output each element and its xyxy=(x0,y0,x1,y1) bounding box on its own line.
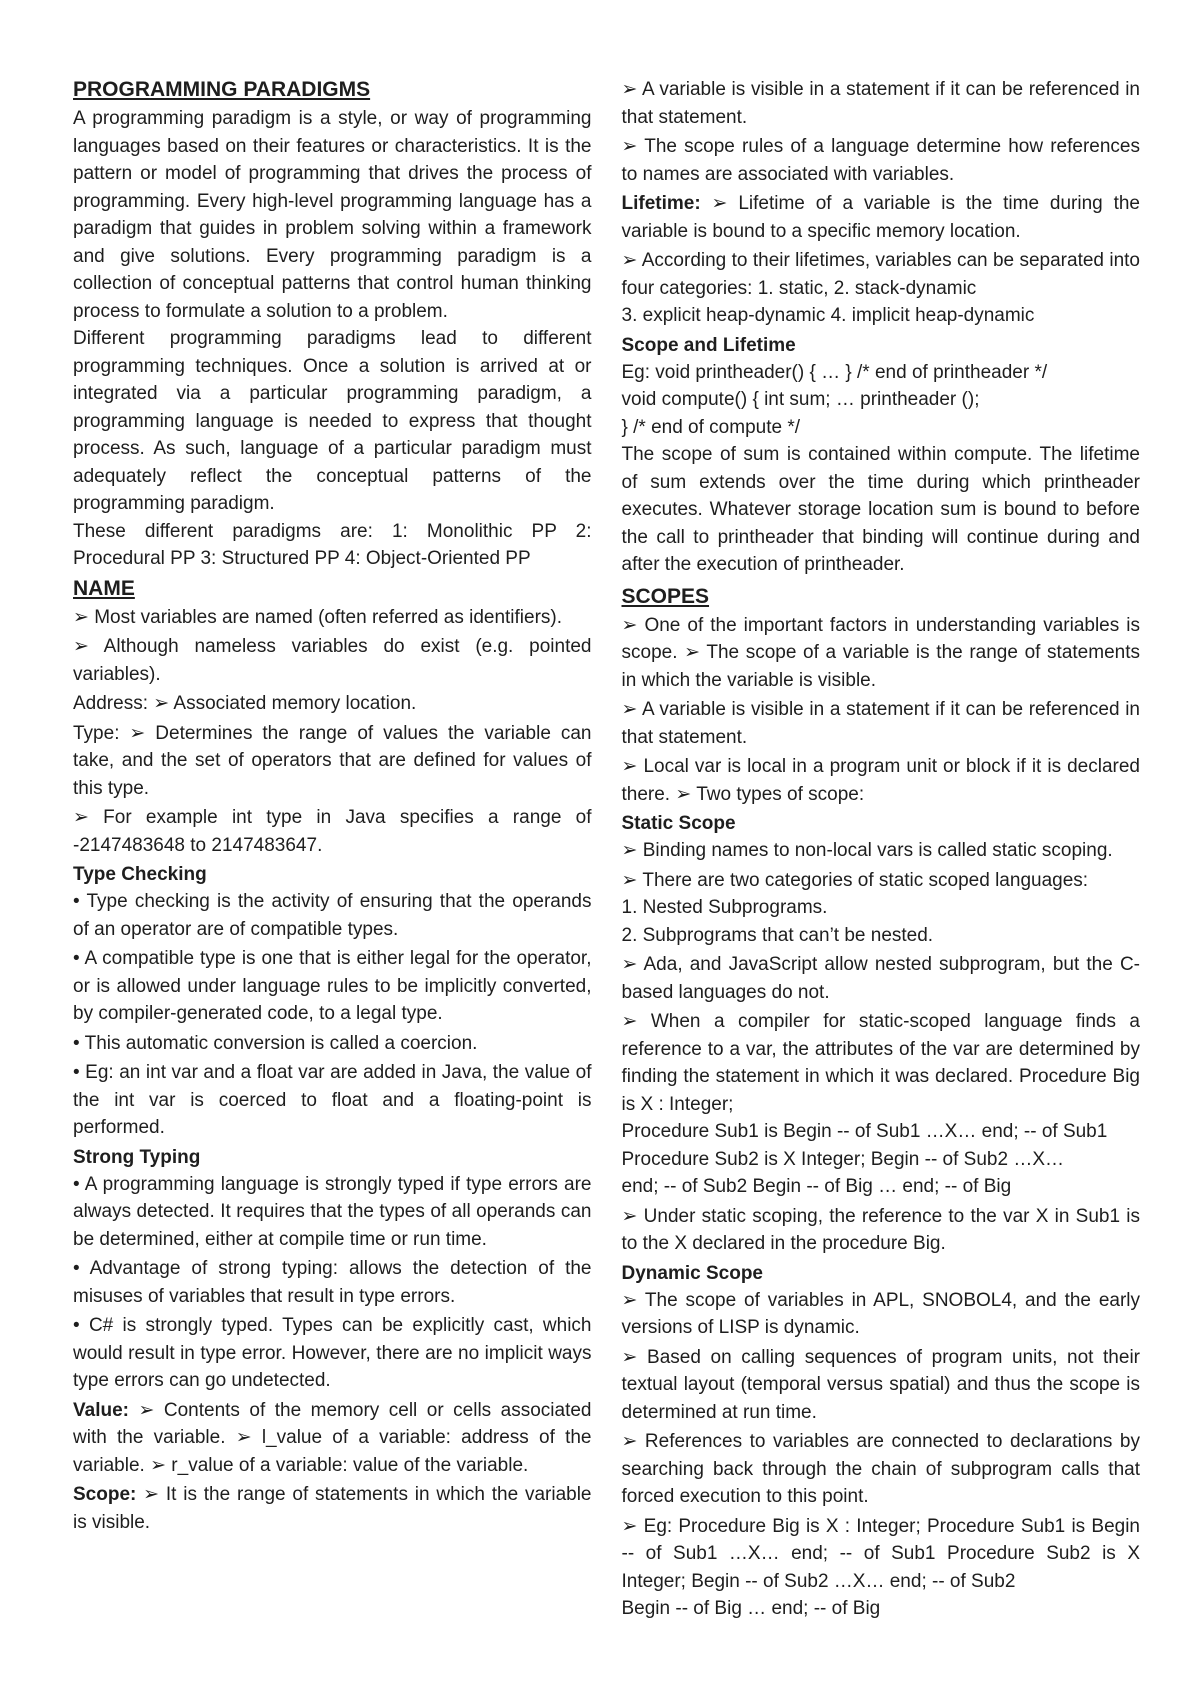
paragraph-intro-2: Different programming paradigms lead to different programming techniques. Once a solution is arrived at or integrated via a particular programming paradigm, a programming language is needed to express that thought process. As such, language of a particular paradigm must adequately reflect the conceptual patterns of the programming paradigm. xyxy=(73,328,592,514)
heading-programming-paradigms: PROGRAMMING PARADIGMS xyxy=(73,78,371,101)
heading-scope-and-lifetime: Scope and Lifetime xyxy=(621,334,796,356)
paragraph-name-1: ➢ Most variables are named (often referred as identifiers). xyxy=(73,606,563,628)
paragraph-strong-typing-1: • A programming language is strongly typed if type errors are always detected. It requires that the types of all operands can be determined, either at compile time or run time. xyxy=(73,1173,592,1250)
heading-scopes: SCOPES xyxy=(621,584,710,608)
paragraph-categories: ➢ According to their lifetimes, variables can be separated into four categories: 1. static, 2. stack-dynamic xyxy=(621,250,1140,299)
text-value: ➢ Contents of the memory cell or cells associated with the variable. ➢ l_value of a variable: address of the variable. ➢ r_value of a variable: value of the variable. xyxy=(73,1399,592,1476)
paragraph-value xyxy=(73,1397,592,1480)
label-scope: Scope: xyxy=(73,1484,137,1505)
heading-static-scope: Static Scope xyxy=(621,813,736,834)
paragraph-dynamic-2: ➢ Based on calling sequences of program units, not their textual layout (temporal versus spatial) and thus the scope is determined at run time. xyxy=(621,1346,1140,1423)
text-lifetime: ➢ Lifetime of a variable is the time during the variable is bound to a specific memory location. xyxy=(621,193,1140,242)
code-static-1: Procedure Sub1 is Begin -- of Sub1 …X… end; -- of Sub1 xyxy=(621,1121,1108,1142)
paragraph-lifetime xyxy=(622,190,1141,245)
paragraph-static-1: ➢ Binding names to non-local vars is called static scoping. xyxy=(621,840,1113,861)
label-lifetime: Lifetime: xyxy=(621,193,701,214)
paragraph-scope-rules: ➢ The scope rules of a language determine how references to names are associated with variables. xyxy=(621,136,1140,185)
paragraph-type-checking-1: • Type checking is the activity of ensuring that the operands of an operator are of compatible types. xyxy=(73,891,592,940)
paragraph-name-2: ➢ Although nameless variables do exist (e.g. pointed variables). xyxy=(73,636,592,685)
paragraph-dynamic-1: ➢ The scope of variables in APL, SNOBOL4, and the early versions of LISP is dynamic. xyxy=(621,1289,1140,1338)
code-dynamic-1: Begin -- of Big … end; -- of Big xyxy=(621,1598,881,1619)
heading-dynamic-scope: Dynamic Scope xyxy=(621,1262,763,1284)
heading-type-checking: Type Checking xyxy=(73,864,207,885)
paragraph-static-4: 2. Subprograms that can’t be nested. xyxy=(621,924,934,946)
paragraph-dynamic-4: ➢ Eg: Procedure Big is X : Integer; Procedure Sub1 is Begin -- of Sub1 …X… end; -- of Sub1 Procedure Sub2 is X Integer; Begin -- of Sub2 …X… end; -- of Sub2 xyxy=(621,1515,1140,1592)
paragraph-visibility: ➢ A variable is visible in a statement if it can be referenced in that statement. xyxy=(621,79,1140,128)
paragraph-type-checking-4: • Eg: an int var and a float var are added in Java, the value of the int var is coerced to float and a floating-point is performed. xyxy=(73,1062,592,1138)
code-line-2: void compute() { int sum; … printheader (); xyxy=(621,389,980,410)
paragraph-type-1: Type: ➢ Determines the range of values the variable can take, and the set of operators that are defined for values of this type. xyxy=(73,722,592,799)
left-column xyxy=(73,76,592,1696)
right-column xyxy=(622,76,1141,1696)
paragraph-scope-lifetime: The scope of sum is contained within compute. The lifetime of sum extends over the time during which printheader executes. Whatever storage location sum is bound to before the call to printheader that binding will continue during and after the execution of printheader. xyxy=(621,444,1140,575)
paragraph-dynamic-3: ➢ References to variables are connected to declarations by searching back through the chain of subprogram calls that forced execution to this point. xyxy=(621,1431,1140,1507)
label-value: Value: xyxy=(73,1399,129,1421)
paragraph-strong-typing-3: • C# is strongly typed. Types can be explicitly cast, which would result in type error. However, there are no implicit ways type errors can go undetected. xyxy=(73,1315,592,1391)
paragraph-scopes-2: ➢ A variable is visible in a statement if it can be referenced in that statement. xyxy=(621,699,1140,748)
paragraph-scopes-1: ➢ One of the important factors in understanding variables is scope. ➢ The scope of a variable is the range of statements in which the variable is visible. xyxy=(621,614,1140,691)
paragraph-intro-1: A programming paradigm is a style, or way of programming languages based on their features or characteristics. It is the pattern or model of programming that drives the process of programming. Every high-level programming language has a paradigm that guides in problem solving within a framework and give solutions. Every programming paradigm is a collection of conceptual patterns that control human thinking process to formulate a solution to a problem. xyxy=(73,108,592,322)
paragraph-static-6: ➢ When a compiler for static-scoped language finds a reference to a var, the attributes of the var are determined by finding the statement in which it was declared. Procedure Big is X : Integer; xyxy=(621,1011,1140,1115)
heading-name: NAME xyxy=(73,576,135,600)
paragraph-categories-2: 3. explicit heap-dynamic 4. implicit heap-dynamic xyxy=(621,305,1035,326)
paragraph-type-checking-2: • A compatible type is one that is either legal for the operator, or is allowed under language rules to be implicitly converted, by compiler-generated code, to a legal type. xyxy=(73,948,592,1024)
paragraph-static-2: ➢ There are two categories of static scoped languages: xyxy=(621,869,1089,891)
paragraph-type-2: ➢ For example int type in Java specifies a range of -2147483648 to 2147483647. xyxy=(73,807,592,856)
paragraph-scope xyxy=(73,1481,592,1536)
paragraph-address: Address: ➢ Associated memory location. xyxy=(73,693,417,714)
heading-strong-typing: Strong Typing xyxy=(73,1146,201,1168)
paragraph-type-checking-3: • This automatic conversion is called a coercion. xyxy=(73,1032,478,1054)
paragraph-static-3: 1. Nested Subprograms. xyxy=(621,897,828,918)
paragraph-scopes-3: ➢ Local var is local in a program unit or block if it is declared there. ➢ Two types of scope: xyxy=(621,756,1140,805)
paragraph-strong-typing-2: • Advantage of strong typing: allows the detection of the misuses of variables that result in type errors. xyxy=(73,1258,592,1307)
paragraph-static-5: ➢ Ada, and JavaScript allow nested subprogram, but the C-based languages do not. xyxy=(621,954,1140,1003)
paragraph-static-7: ➢ Under static scoping, the reference to the var X in Sub1 is to the X declared in the procedure Big. xyxy=(621,1205,1140,1254)
code-line-3: } /* end of compute */ xyxy=(621,416,801,438)
text-scope: ➢ It is the range of statements in which the variable is visible. xyxy=(73,1484,592,1533)
code-line-1: Eg: void printheader() { … } /* end of printheader */ xyxy=(621,361,1048,383)
code-static-3: end; -- of Sub2 Begin -- of Big … end; -- of Big xyxy=(621,1176,1012,1197)
paragraph-intro-3: These different paradigms are: 1: Monolithic PP 2: Procedural PP 3: Structured PP 4: Object-Oriented PP xyxy=(73,520,592,569)
code-static-2: Procedure Sub2 is X Integer; Begin -- of Sub2 …X… xyxy=(621,1148,1065,1170)
